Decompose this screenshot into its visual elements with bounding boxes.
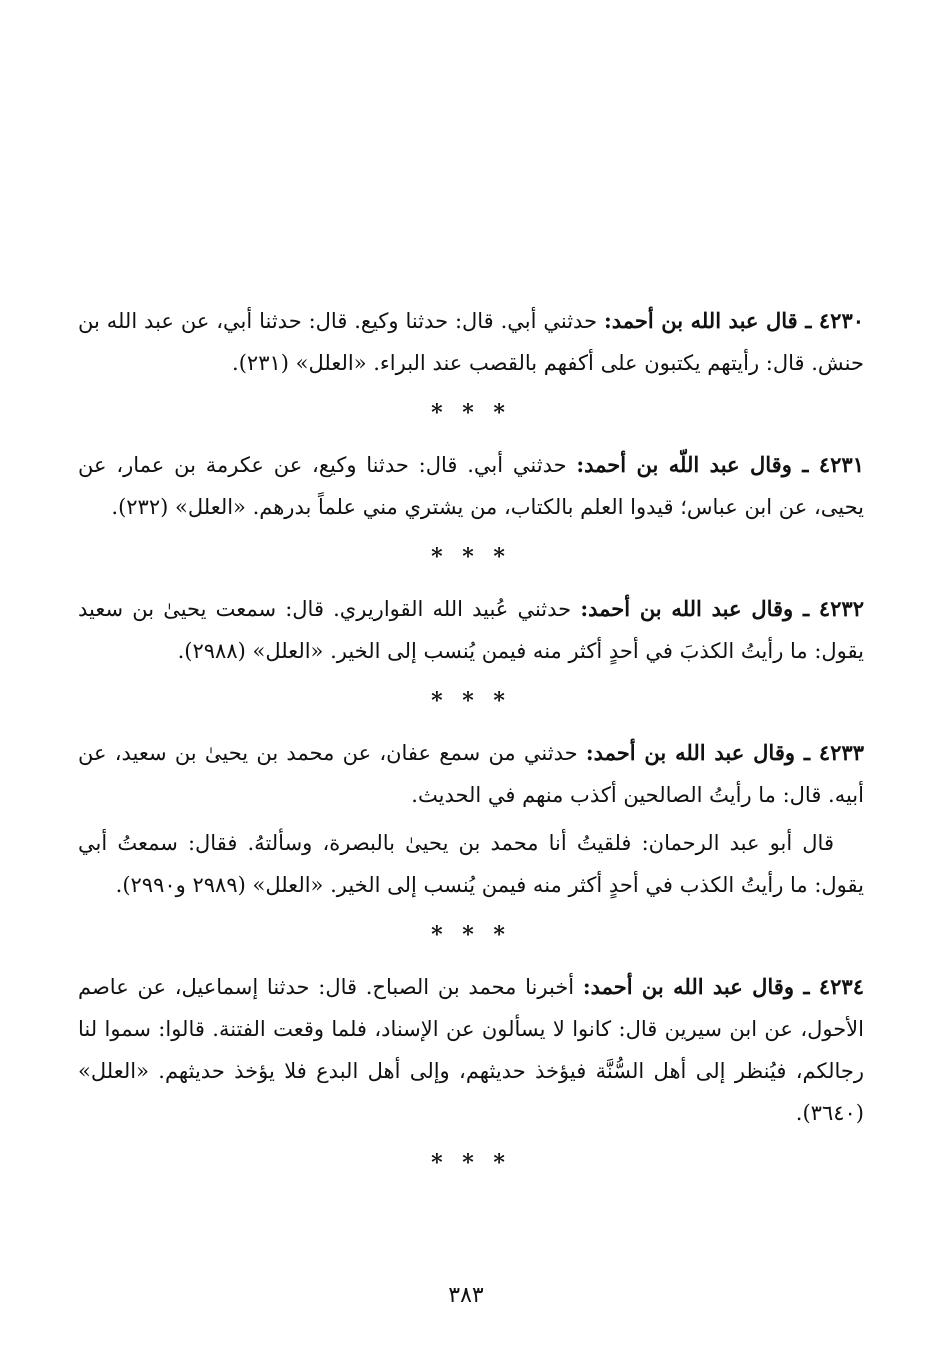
section-separator: * * * [431,688,511,714]
entry-text: حدثني أبي. قال: حدثنا وكيع. قال: حدثنا أبي، عن عبد الله بن حنش. قال: رأيتهم يكتبون على أكفهم بالقصب عند البراء. «العلل» (٢٣١). [78,309,864,375]
section-separator: * * * [431,544,511,570]
entry-paragraph [78,444,864,528]
hadith-entry-4233 [78,732,864,906]
entry-lead: ٤٢٣٠ ـ قال عبد الله بن أحمد: [603,308,865,333]
entry-text: حدثني أبي. قال: حدثنا وكيع، عن عكرمة بن عمار، عن يحيى، عن ابن عباس؛ قيدوا العلم بالكتاب، من يشتري مني علماً بدرهم. «العلل» (٢٣٢). [78,453,864,519]
entry-paragraph [78,300,864,384]
hadith-entry-4232 [78,588,864,672]
hadith-entry-4231 [78,444,864,528]
entry-text: حدثني من سمع عفان، عن محمد بن يحيىٰ بن سعيد، عن أبيه. قال: ما رأيتُ الصالحين أكذب منهم في الحديث. [78,741,864,807]
hadith-entry-4234 [78,966,864,1134]
entry-paragraph [78,588,864,672]
entry-lead: ٤٢٣٣ ـ وقال عبد الله بن أحمد: [585,740,864,765]
hadith-entry-4230 [78,300,864,384]
entry-text: حدثني عُبيد الله القواريري. قال: سمعت يحيىٰ بن سعيد يقول: ما رأيتُ الكذبَ في أحدٍ أكثر منه فيمن يُنسب إلى الخير. «العلل» (٢٩٨٨). [78,597,864,663]
page-number: ٣٨٣ [448,1283,484,1308]
section-separator: * * * [431,400,511,426]
entry-lead: ٤٢٣١ ـ وقال عبد اللّه بن أحمد: [576,452,864,477]
entry-lead: ٤٢٣٢ ـ وقال عبد الله بن أحمد: [580,596,864,621]
entry-paragraph [78,732,864,816]
page-body [78,300,864,1194]
entry-continuation: قال أبو عبد الرحمان: فلقيتُ أنا محمد بن يحيىٰ بالبصرة، وسألتهُ. فقال: سمعتُ أبي يقول: ما رأيتُ الكذب في أحدٍ أكثر منه فيمن يُنسب إلى الخير. «العلل» (٢٩٨٩ و٢٩٩٠). [78,831,864,897]
entry-paragraph [78,966,864,1134]
section-separator: * * * [431,1150,511,1176]
entry-lead: ٤٢٣٤ ـ وقال عبد الله بن أحمد: [582,974,864,999]
entry-text: أخبرنا محمد بن الصباح. قال: حدثنا إسماعيل، عن عاصم الأحول، عن ابن سيرين قال: كانوا لا يسألون عن الإسناد، فلما وقعت الفتنة. قالوا: سموا لنا رجالكم، فيُنظر إلى أهل السُّنَّة فيؤخذ حديثهم، وإلى أهل البدع فلا يؤخذ حديثهم. «العلل» (٣٦٤٠). [78,975,864,1125]
section-separator: * * * [431,922,511,948]
